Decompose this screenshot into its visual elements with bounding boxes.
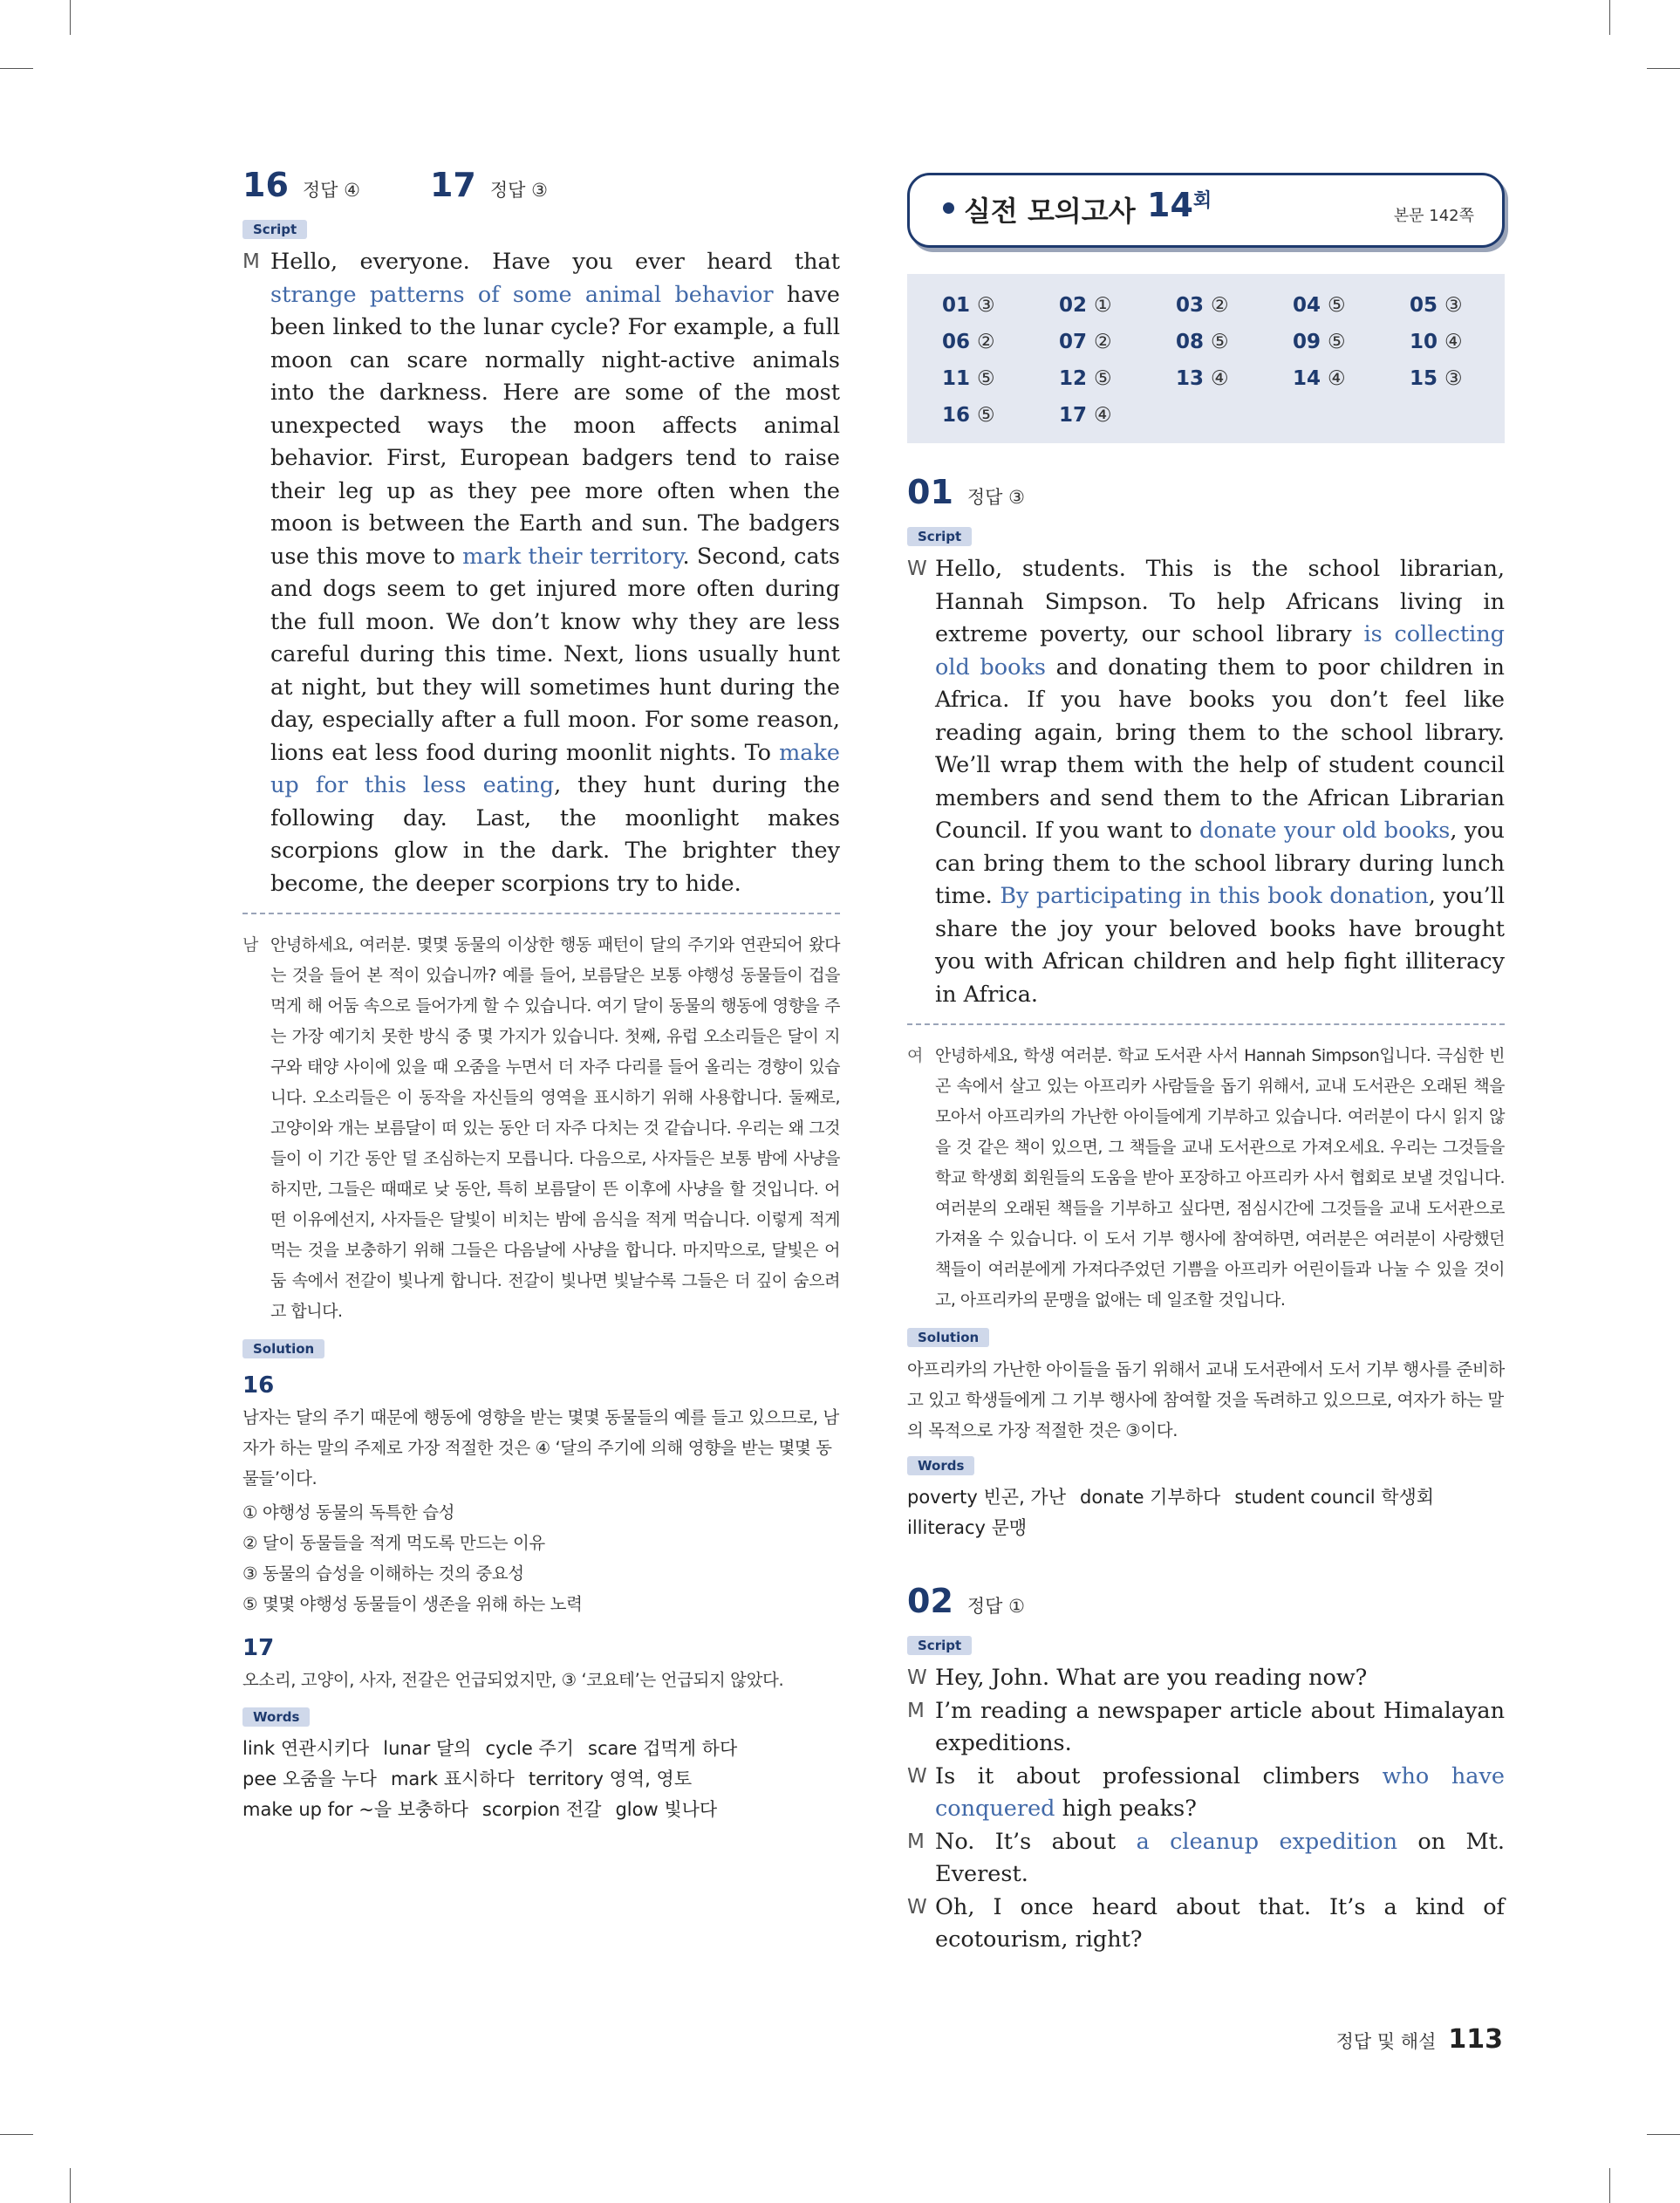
answer-number: 09 bbox=[1293, 331, 1321, 353]
word-list bbox=[907, 1482, 1505, 1543]
question-header-02 bbox=[907, 1582, 1505, 1631]
answer-number: 15 bbox=[1410, 367, 1438, 390]
word-item: make up for ~을 보충하다 bbox=[242, 1799, 468, 1820]
word-item: poverty 빈곤, 가난 bbox=[907, 1487, 1066, 1508]
answer-choice: ② bbox=[977, 331, 995, 353]
crop-mark bbox=[1609, 2168, 1610, 2203]
answer-choice: ④ bbox=[1211, 367, 1229, 390]
dialogue-line: Oh, I once heard about that. It’s a kind of ecotourism, right? bbox=[935, 1893, 1505, 1953]
answer-number: 04 bbox=[1293, 294, 1321, 317]
solution-text: 아프리카의 가난한 아이들을 돕기 위해서 교내 도서관에서 도서 기부 행사를 준비하고 있고 학생들에게 그 기부 행사에 참여할 것을 독려하고 있으므로, 여자가 하는 말의 목적으로 가장 적절한 것은 ③이다. bbox=[907, 1359, 1505, 1440]
answer-number: 01 bbox=[942, 294, 971, 317]
footer-label: 정답 및 해설 bbox=[1335, 2031, 1437, 2052]
option-item: ② 달이 동물들을 적게 먹도록 만드는 이유 bbox=[242, 1533, 545, 1553]
word-item: student council 학생회 bbox=[1234, 1487, 1435, 1508]
word-item: lunar 달의 bbox=[383, 1738, 472, 1759]
banner-page-ref: 본문 142쪽 bbox=[1393, 207, 1474, 225]
answer-number: 10 bbox=[1410, 331, 1438, 353]
translation-01 bbox=[907, 1041, 1505, 1316]
answer-number: 11 bbox=[942, 367, 971, 390]
question-number: 16 bbox=[242, 166, 289, 204]
speaker-label: W bbox=[907, 1666, 927, 1689]
speaker-label: M bbox=[907, 1830, 925, 1853]
answer-cell bbox=[942, 326, 1059, 358]
option-item: ① 야행성 동물의 독특한 습성 bbox=[242, 1502, 455, 1522]
answer-label: 정답 ③ bbox=[966, 487, 1025, 508]
word-item: mark 표시하다 bbox=[390, 1769, 515, 1789]
answer-number: 16 bbox=[942, 404, 971, 427]
word-item: glow 빛나다 bbox=[615, 1799, 718, 1820]
dialogue-line: No. It’s about a cleanup expedition on Mt. Everest. bbox=[935, 1828, 1506, 1887]
speaker-label: 남 bbox=[242, 935, 258, 954]
answer-choice: ⑤ bbox=[1328, 294, 1346, 317]
crop-mark bbox=[70, 2168, 71, 2203]
dialogue-line: Is it about professional climbers who have conquered high peaks? bbox=[935, 1762, 1505, 1822]
crop-mark bbox=[0, 68, 33, 69]
divider bbox=[242, 913, 840, 914]
answer-choice: ④ bbox=[1094, 404, 1112, 427]
solution-number: 16 bbox=[242, 1372, 275, 1399]
word-item: scare 겁먹게 하다 bbox=[588, 1738, 738, 1759]
crop-mark bbox=[1647, 68, 1680, 69]
answer-cell bbox=[1176, 290, 1293, 321]
answer-number: 07 bbox=[1059, 331, 1088, 353]
word-item: cycle 주기 bbox=[485, 1738, 574, 1759]
answer-cell bbox=[1059, 290, 1176, 321]
answer-grid bbox=[907, 274, 1505, 443]
page-footer bbox=[1336, 2024, 1503, 2055]
answer-number: 02 bbox=[1059, 294, 1088, 317]
answer-cell bbox=[942, 400, 1059, 431]
answer-cell bbox=[1176, 363, 1293, 394]
solution-tag: Solution bbox=[242, 1339, 324, 1358]
words-tag: Words bbox=[242, 1707, 310, 1727]
crop-mark bbox=[1647, 2134, 1680, 2135]
highlight: By participating in this book donation bbox=[1000, 883, 1429, 909]
answer-cell bbox=[1410, 363, 1526, 394]
answer-cell bbox=[1410, 326, 1526, 358]
answer-choice: ⑤ bbox=[1094, 367, 1112, 390]
answer-choice: ⑤ bbox=[977, 404, 995, 427]
test-banner bbox=[907, 173, 1505, 248]
answer-choice: ③ bbox=[977, 294, 995, 317]
word-item: territory 영역, 영토 bbox=[528, 1769, 693, 1789]
translation-text: 안녕하세요, 학생 여러분. 학교 도서관 사서 Hannah Simpson입니다. 극심한 빈곤 속에서 살고 있는 아프리카 사람들을 돕기 위해서, 교내 도서관은 오래된 책을 모아서 아프리카의 가난한 아이들에게 기부하고 있습니다. 여러분이 다시 읽지 않을 것 같은 책이 있으면, 그 책들을 교내 도서관으로 가져오세요. 우리는 그것들을 학교 학생회 회원들의 도움을 받아 포장하고 아프리카 사서 협회로 보낼 것입니다. 여러분의 오래된 책들을 기부하고 싶다면, 점심시간에 그것들을 교내 도서관으로 가져올 수 있습니다. 이 도서 기부 행사에 참여하면, 여러분은 여러분이 사랑했던 책들이 여러분에게 가져다주었던 기쁨을 아프리카 어린이들과 나눌 수 있을 것이고, 아프리카의 문맹을 없애는 데 일조할 것입니다. bbox=[935, 1046, 1505, 1310]
answer-choice: ⑤ bbox=[1211, 331, 1229, 353]
answer-cell bbox=[1059, 400, 1176, 431]
answer-number: 05 bbox=[1410, 294, 1438, 317]
answer-choice: ⑤ bbox=[1328, 331, 1346, 353]
speaker-label: 여 bbox=[907, 1046, 923, 1065]
answer-cell bbox=[1293, 326, 1410, 358]
answer-cell bbox=[942, 290, 1059, 321]
word-item: pee 오줌을 누다 bbox=[242, 1769, 377, 1789]
translation-text: 안녕하세요, 여러분. 몇몇 동물의 이상한 행동 패턴이 달의 주기와 연관되어 왔다는 것을 들어 본 적이 있습니까? 예를 들어, 보름달은 보통 야행성 동물들이 겁을 먹게 해 어둠 속으로 들어가게 할 수 있습니다. 여기 달이 동물의 행동에 영향을 주는 가장 예기치 못한 방식 중 몇 가지가 있습니다. 첫째, 유럽 오소리들은 달이 지구와 태양 사이에 있을 때 오줌을 누면서 더 자주 다리를 들어 올리는 경향이 있습니다. 오소리들은 이 동작을 자신들의 영역을 표시하기 위해 사용합니다. 둘째로, 고양이와 개는 보름달이 떠 있는 동안 더 자주 다치는 것 같습니다. 우리는 왜 그것들이 이 기간 동안 덜 조심하는지 모릅니다. 다음으로, 사자들은 보통 밤에 사냥을 하지만, 그들은 때때로 낮 동안, 특히 보름달이 뜬 이후에 사냥을 할 것입니다. 어떤 이유에선지, 사자들은 달빛이 비치는 밤에 음식을 적게 먹습니다. 이렇게 적게 먹는 것을 보충하기 위해 그들은 다음날에 사냥을 합니다. 마지막으로, 달빛은 어둠 속에서 전갈이 빛나게 합니다. 전갈이 빛나면 빛날수록 그들은 더 깊이 숨으려고 합니다. bbox=[270, 935, 840, 1321]
highlight: strange patterns of some animal behavior bbox=[270, 281, 774, 308]
script-02 bbox=[907, 1662, 1505, 1957]
speaker-label: W bbox=[907, 1895, 927, 1919]
answer-number: 12 bbox=[1059, 367, 1088, 390]
answer-cell bbox=[1176, 326, 1293, 358]
answer-number: 08 bbox=[1176, 331, 1205, 353]
script-text: Hello, students. This is the school librarian, Hannah Simpson. To help Africans living in extreme poverty, our school library is collecting old books and donating them to poor children in Africa. If you have books you don’t feel like reading again, bring them to the school library. We’ll wrap them with the help of student council members and send them to the African Librarian Council. If you want to donate your old books, you can bring them to the school library during lunch time. By participating in this book donation, you’ll share the joy your beloved books have brought you with African children and help fight illiteracy in Africa. bbox=[935, 556, 1506, 1008]
answer-choice: ④ bbox=[1444, 331, 1463, 353]
script-16 bbox=[242, 246, 840, 900]
speaker-label: W bbox=[907, 1764, 927, 1788]
crop-mark bbox=[70, 0, 71, 35]
answer-cell bbox=[1293, 363, 1410, 394]
script-tag: Script bbox=[907, 1636, 972, 1655]
word-list bbox=[242, 1734, 840, 1825]
script-tag: Script bbox=[907, 527, 972, 546]
highlight: is collecting old books bbox=[935, 621, 1505, 681]
solution-number: 17 bbox=[242, 1635, 275, 1661]
answer-choice: ③ bbox=[1444, 294, 1463, 317]
option-item: ③ 동물의 습성을 이해하는 것의 중요성 bbox=[242, 1563, 524, 1584]
answer-cell bbox=[942, 363, 1059, 394]
translation-16 bbox=[242, 930, 840, 1327]
right-column bbox=[907, 166, 1505, 1957]
divider bbox=[907, 1023, 1505, 1025]
word-item: link 연관시키다 bbox=[242, 1738, 370, 1759]
answer-choice: ③ bbox=[1444, 367, 1463, 390]
word-item: illiteracy 문맹 bbox=[907, 1517, 1028, 1538]
answer-number: 06 bbox=[942, 331, 971, 353]
answer-number: 13 bbox=[1176, 367, 1205, 390]
highlight: donate your old books bbox=[1199, 818, 1451, 844]
words-tag: Words bbox=[907, 1456, 974, 1475]
page-number: 113 bbox=[1448, 2024, 1503, 2055]
question-number: 02 bbox=[907, 1582, 953, 1620]
answer-label: 정답 ① bbox=[966, 1596, 1025, 1617]
answer-cell bbox=[1410, 290, 1526, 321]
answer-cell bbox=[1293, 290, 1410, 321]
crop-mark bbox=[0, 2134, 33, 2135]
question-number: 01 bbox=[907, 473, 953, 511]
solution-tag: Solution bbox=[907, 1328, 989, 1347]
banner-title: 실전 모의고사 bbox=[964, 195, 1136, 228]
answer-number: 17 bbox=[1059, 404, 1088, 427]
speaker-label: W bbox=[907, 558, 927, 580]
answer-choice: ② bbox=[1211, 294, 1229, 317]
highlight: make up for this less eating bbox=[270, 739, 840, 798]
answer-label: 정답 ③ bbox=[489, 180, 548, 201]
answer-cell bbox=[1059, 363, 1176, 394]
question-header-16-17 bbox=[242, 166, 840, 215]
option-item: ⑤ 몇몇 야행성 동물들이 생존을 위해 하는 노력 bbox=[242, 1594, 583, 1614]
script-tag: Script bbox=[242, 220, 307, 239]
dialogue-line: I’m reading a newspaper article about Himalayan expeditions. bbox=[935, 1697, 1505, 1756]
answer-choice: ② bbox=[1094, 331, 1112, 353]
bullet-icon bbox=[943, 202, 954, 214]
question-number: 17 bbox=[429, 166, 476, 204]
answer-cell bbox=[1059, 326, 1176, 358]
answer-choice: ① bbox=[1094, 294, 1112, 317]
option-list bbox=[242, 1497, 840, 1619]
left-column bbox=[242, 166, 840, 1825]
question-header-01 bbox=[907, 473, 1505, 522]
word-item: donate 기부하다 bbox=[1080, 1487, 1221, 1508]
answer-label: 정답 ④ bbox=[302, 180, 360, 201]
highlight: mark their territory bbox=[462, 543, 683, 570]
highlight: who have conquered bbox=[935, 1762, 1505, 1822]
answer-number: 14 bbox=[1293, 367, 1321, 390]
speaker-label: M bbox=[242, 250, 260, 273]
banner-number: $14^회$ bbox=[1147, 186, 1212, 224]
answer-number: 03 bbox=[1176, 294, 1205, 317]
answer-choice: ⑤ bbox=[977, 367, 995, 390]
highlight: a cleanup expedition bbox=[1136, 1828, 1397, 1855]
word-item: scorpion 전갈 bbox=[481, 1799, 602, 1820]
dialogue-line: Hey, John. What are you reading now? bbox=[935, 1665, 1368, 1691]
answer-choice: ④ bbox=[1328, 367, 1346, 390]
script-01 bbox=[907, 553, 1505, 1011]
speaker-label: M bbox=[907, 1699, 925, 1722]
solution-text: 남자는 달의 주기 때문에 행동에 영향을 받는 몇몇 동물들의 예를 들고 있으므로, 남자가 하는 말의 주제로 가장 적절한 것은 ④ ‘달의 주기에 의해 영향을 받는 몇몇 동물들’이다. bbox=[242, 1407, 839, 1488]
script-text: Hello, everyone. Have you ever heard that strange patterns of some animal behavior have been linked to the lunar cycle? For example, a full moon can scare normally night-active animals into the darkness. Here are some of the most unexpected ways the moon affects animal behavior. First, European badgers tend to raise their leg up as they pee more often when the moon is between the Earth and sun. The badgers use this move to mark their territory. Second, cats and dogs seem to get injured more often during the full moon. We don’t know why they are less careful during this time. Next, lions usually hunt at night, but they will sometimes hunt during the day, especially after a full moon. For some reason, lions eat less food during moonlit nights. To make up for this less eating, they hunt during the following day. Last, the moonlight makes scorpions glow in the dark. The brighter they become, the deeper scorpions try to hide. bbox=[270, 249, 840, 897]
crop-mark bbox=[1609, 0, 1610, 35]
solution-text: 오소리, 고양이, 사자, 전갈은 언급되었지만, ③ ‘코요테’는 언급되지 않았다. bbox=[242, 1670, 784, 1690]
